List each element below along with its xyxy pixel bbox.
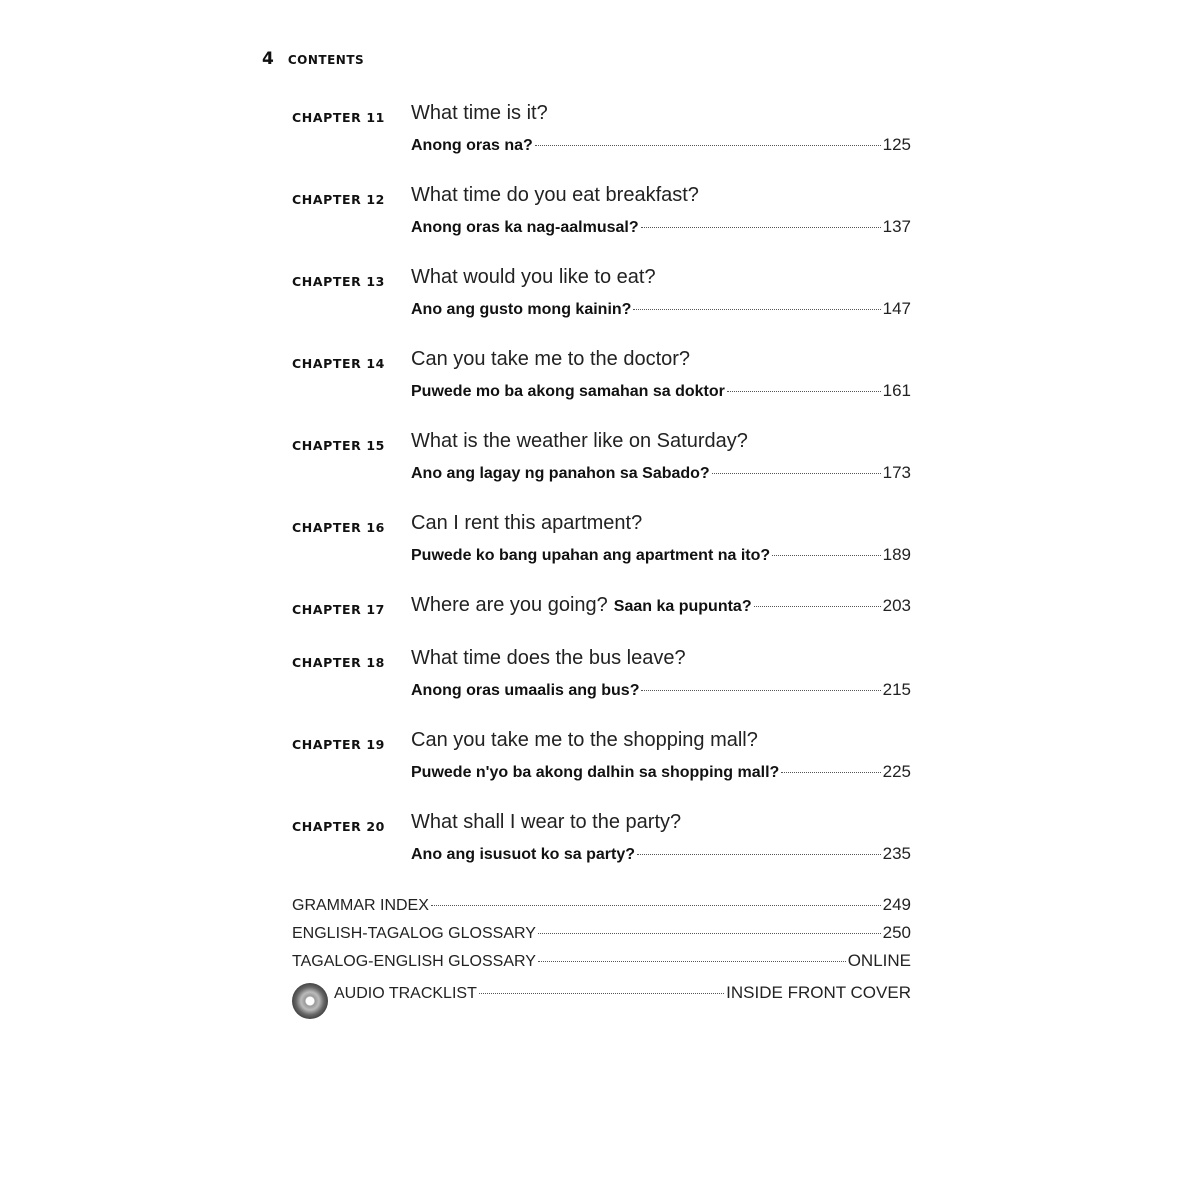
chapter-subtitle: Anong oras ka nag-aalmusal?	[411, 219, 639, 236]
chapter-label: CHAPTER 12	[292, 192, 385, 207]
dot-leader	[538, 933, 881, 934]
chapter-title: What is the weather like on Saturday?	[411, 430, 748, 452]
chapter-title: What shall I wear to the party?	[411, 811, 682, 833]
dot-leader	[772, 555, 880, 556]
dot-leader	[641, 690, 880, 691]
chapter-title: What would you like to eat?	[411, 266, 656, 288]
dot-leader	[479, 993, 724, 994]
toc-audio-tracklist[interactable]	[292, 983, 911, 1019]
dot-leader	[431, 905, 881, 906]
running-header	[262, 49, 364, 69]
chapter-subtitle: Anong oras umaalis ang bus?	[411, 682, 640, 699]
chapter-label: CHAPTER 13	[292, 274, 385, 289]
toc-chapter-12[interactable]	[292, 184, 911, 266]
dot-leader	[633, 309, 880, 310]
toc-chapter-11[interactable]	[292, 102, 911, 184]
toc-chapter-14[interactable]	[292, 348, 911, 430]
chapter-title: What time does the bus leave?	[411, 647, 686, 669]
toc-chapter-20[interactable]	[292, 811, 911, 893]
section-title: CONTENTS	[287, 53, 365, 67]
chapter-subtitle: Puwede ko bang upahan ang apartment na ito?	[411, 547, 771, 564]
chapter-subtitle: Ano ang lagay ng panahon sa Sabado?	[411, 465, 710, 482]
page-ref: 147	[882, 299, 911, 318]
toc-chapter-19[interactable]	[292, 729, 911, 811]
page-ref: 125	[882, 135, 911, 154]
toc-tagalog-english-glossary[interactable]	[292, 951, 911, 971]
chapter-label: CHAPTER 15	[292, 438, 385, 453]
toc-chapter-16[interactable]	[292, 512, 911, 594]
page-ref: 249	[882, 895, 911, 914]
page-ref: 189	[882, 545, 911, 564]
chapter-subtitle: Ano ang isusuot ko sa party?	[411, 846, 636, 863]
chapter-title: Can you take me to the doctor?	[411, 348, 691, 370]
page-ref: 137	[882, 217, 911, 236]
page-ref: 215	[882, 680, 911, 699]
toc-chapter-13[interactable]	[292, 266, 911, 348]
dot-leader	[712, 473, 881, 474]
chapter-label: CHAPTER 17	[292, 602, 385, 617]
chapter-subtitle: Anong oras na?	[411, 137, 533, 154]
page-ref: 250	[882, 923, 911, 942]
toc-chapter-18[interactable]	[292, 647, 911, 729]
chapter-title: Can I rent this apartment?	[411, 512, 643, 534]
dot-leader	[641, 227, 881, 228]
page-ref: INSIDE FRONT COVER	[726, 983, 911, 1002]
chapter-title: What time do you eat breakfast?	[411, 184, 699, 206]
page-number: 4	[262, 49, 274, 69]
chapter-label: CHAPTER 19	[292, 737, 385, 752]
page-ref: 235	[882, 844, 911, 863]
dot-leader	[781, 772, 880, 773]
chapter-subtitle: Puwede n'yo ba akong dalhin sa shopping mall?	[411, 764, 780, 781]
chapter-subtitle: Puwede mo ba akong samahan sa doktor	[411, 383, 725, 400]
page-ref: 203	[882, 596, 911, 615]
dot-leader	[727, 391, 881, 392]
dot-leader	[538, 961, 846, 962]
back-matter-label: GRAMMAR INDEX	[292, 897, 429, 914]
chapter-label: CHAPTER 14	[292, 356, 385, 371]
chapter-subtitle: Saan ka pupunta?	[613, 598, 752, 615]
chapter-label: CHAPTER 18	[292, 655, 385, 670]
cd-icon	[292, 983, 328, 1019]
page-ref: 225	[882, 762, 911, 781]
back-matter-label: TAGALOG-ENGLISH GLOSSARY	[292, 953, 536, 970]
chapter-title: What time is it?	[411, 102, 548, 124]
dot-leader	[535, 145, 881, 146]
chapter-label: CHAPTER 11	[292, 110, 385, 125]
chapter-title: Can you take me to the shopping mall?	[411, 729, 758, 751]
back-matter-label: AUDIO TRACKLIST	[334, 985, 477, 1002]
dot-leader	[754, 606, 881, 607]
chapter-title: Where are you going?	[411, 594, 608, 616]
page-ref: ONLINE	[847, 951, 911, 970]
toc-grammar-index[interactable]	[292, 895, 911, 915]
back-matter-label: ENGLISH-TAGALOG GLOSSARY	[292, 925, 536, 942]
chapter-subtitle: Ano ang gusto mong kainin?	[411, 301, 632, 318]
chapter-label: CHAPTER 16	[292, 520, 385, 535]
page-ref: 161	[882, 381, 911, 400]
chapter-label: CHAPTER 20	[292, 819, 385, 834]
toc-chapter-17[interactable]	[292, 594, 911, 647]
dot-leader	[637, 854, 881, 855]
page-ref: 173	[882, 463, 911, 482]
toc-chapter-15[interactable]	[292, 430, 911, 512]
table-of-contents	[292, 102, 911, 893]
toc-english-tagalog-glossary[interactable]	[292, 923, 911, 943]
